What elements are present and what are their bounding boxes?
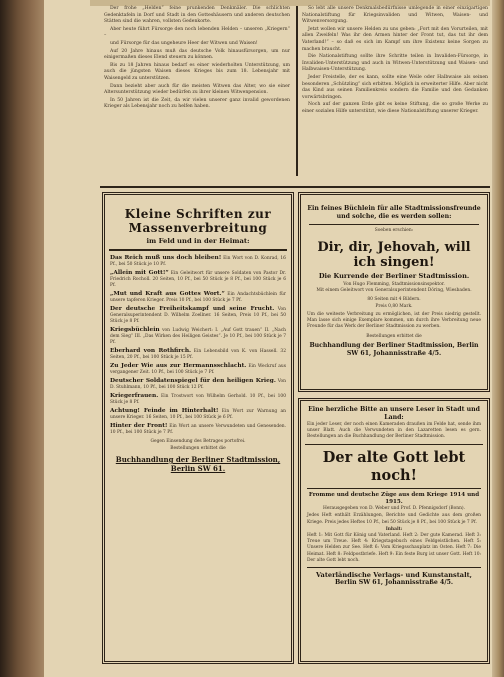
- pamphlet-item: [110, 291, 286, 304]
- songbook-header: Ein feines Büchlein für alle Stadtmissionsfreunde: [307, 205, 481, 212]
- songbook-intro: Mit einem Geleitwort von Generalsuperintendent Döring, Wiesbaden.: [316, 288, 472, 294]
- old-god-desc: Jedes Heft enthält Erzählungen, Berichte und Gedichte aus dem großen Kriege. Preis jedes Heftes 10 Pf., bei 50 Stück je 8 Pf., bei 100 Stück je 7 Pf.: [307, 513, 481, 525]
- pamphlet-item: [110, 363, 286, 376]
- column-divider: [296, 6, 298, 176]
- songbook-pages: 80 Seiten mit 4 Bildern.: [367, 296, 421, 302]
- right-paragraph: Jeder Freistelle, der es kann, sollte eine Weile oder Halbwaise als seinen besonderen „Schützling“ sich erbitten. Möglich in erweiterter Hilfe. Aber nicht das Kind aus seinen Familienkreis sondern die Familie und den Gedanken vorwärtsbringen.: [302, 74, 488, 100]
- left-paragraph: und Fürsorge für das ungeheure Heer der Witwen und Waisen!: [110, 40, 258, 46]
- publisher-line-1: Vaterländische Verlags- und Kunstanstalt,: [316, 570, 472, 579]
- left-paragraph: Aber heute führt Fürsorge den noch lebenden Helden – unseren „Kriegern“ –: [104, 26, 290, 39]
- pamphlet-item: [110, 348, 286, 361]
- page-edge: [492, 0, 504, 677]
- left-paragraph: Der frohe „Helden“ feine prunkenden Denkmäler. Die schlichten Gedenktafeln in Dorf und Stadt in den Gotteshäusern und anderen deutschen Stätten sind die wahren, vollsten Gedenkorte.: [104, 6, 290, 25]
- box-rule: [309, 224, 479, 225]
- pamphlet-item: [110, 255, 286, 268]
- pamphlet-title: Eberhard von Rothfirch.: [110, 347, 192, 354]
- songbook-author: Von Hugo Flemming, Stadtmissionsinspektor.: [343, 282, 445, 288]
- order-line: Bestellungen erbittet die: [170, 445, 226, 451]
- pamphlet-item: [110, 393, 286, 406]
- box-rule: [307, 488, 481, 489]
- right-paragraph: So lebt alle unsere Denkmalsbedürfnisse umlegende in einer einzigartigen Nationalstiftung für Kriegsinvaliden und Witwen, Waisen- und Witwenversorgung.: [302, 6, 488, 25]
- pamphlet-text: Von D. Stuhlmann, 10 Pf., bei 100 Stück 12 Pf.: [110, 378, 286, 390]
- publisher-line-2: Berlin SW 61, Johannisstraße 4/5.: [334, 578, 454, 586]
- old-god-subtitle: Fromme und deutsche Züge aus dem Kriege 1914 und 1915.: [308, 492, 480, 506]
- songbook-appeal: Um die weiteste Verbreitung zu ermöglichen, ist der Preis niedrig gestellt. Man lasse sich einige Exemplare kommen, um durch ihre Verbreitung neue Freunde für das Werk der Berliner Stadtmission zu werben.: [307, 312, 481, 330]
- pamphlet-title: Zu Jeder Wie aus zur Hermannsschlacht.: [110, 362, 247, 369]
- pamphlet-title: Achtung! Feinde im Hinterhalt!: [110, 407, 219, 414]
- pamphlet-item: [110, 306, 286, 325]
- right-article-column: [302, 6, 488, 117]
- pamphlets-ad-box: [102, 192, 294, 664]
- songbook-publisher: Buchhandlung der Berliner Stadtmission, Berlin SW 61, Johannisstraße 4/5.: [309, 341, 479, 357]
- pamphlet-title: Der deutsche Freiheitskampf und seine Frucht.: [110, 305, 275, 312]
- pamphlet-text: Ein Wort zur Warnung an unsere Krieger. 16 Seiten, 10 Pf., bei 100 Stück je 6 Pf.: [110, 408, 286, 420]
- pamphlet-text: Ein Lebensbild von K. von Hassell. 32 Seiten, 20 Pf., bei 100 Stück je 15 Pf.: [110, 348, 286, 360]
- pamphlet-item: [110, 408, 286, 421]
- contents-title: Inhalt:: [385, 526, 403, 532]
- box-rule: [109, 249, 287, 251]
- pamphlet-text: Ein Andachtsbüchlein für unsere tapferen Krieger. Preis 10 Pf., bei 100 Stück je 7 Pf.: [110, 291, 286, 303]
- pamphlet-item: [110, 423, 286, 436]
- left-paragraph: Dann bezieht aber auch für die meisten Witwen das Alter, wo sie einer Altersunterstützung wieder bedürfen zu ihrer kleinen Witwenpension.: [104, 83, 290, 96]
- pamphlet-title: „Allein mit Gott!“: [110, 269, 169, 276]
- left-paragraph: Auf 20 Jahre hinaus muß das deutsche Volk hinausfürsorgen, um nur einigermaßen dieses Elend steuern zu können.: [104, 48, 290, 61]
- pamphlets-header: Kleine Schriften zur Massenverbreitung: [124, 207, 272, 235]
- pamphlet-title: Das Reich muß uns doch bleiben!: [110, 254, 222, 261]
- left-article-column: [104, 6, 290, 112]
- contents-list: Heft 1: Mit Gott für König und Vaterland. Heft 2: Der gute Kamerad. Heft 3: Treue um Treue. Heft 4: Kriegstagebuch eines Feldgeistlichen. Heft 5: Unsere Helden zur See. Heft 6: Vom Kriegsschauplatz im Osten. Heft 7: Die Heimat. Heft 8: Feldpostbriefe. Heft 9: Ein feste Burg ist unser Gott. Heft 10: Der alte Gott lebt noch.: [307, 532, 481, 563]
- left-paragraph: In 50 Jahren ist die Zeit, da wir vielen unserer ganz invalid gewordenen Krieger als Lebensjahr noch zu helfen haben.: [104, 97, 290, 110]
- right-paragraph: Jetzt wollen wir unsere Helden zu uns geben: „Fort mit den Vorurteilen, mit allen Zweifeln! Was ihr den Armen hinter der Front tut, das tut ihr dem Vaterland!“ – so daß es sich im Kampf um ihre Existenz keine Sorgen zu machen braucht.: [302, 26, 488, 52]
- songbook-order: Bestellungen erbittet die: [366, 333, 422, 339]
- old-god-title: Der alte Gott lebt noch!: [322, 449, 466, 485]
- pamphlet-text: Von Generalsuperintendent D. Wilhelm Zoellner. 16 Seiten, Preis 10 Pf., bei 50 Stück je 8 Pf.: [110, 306, 286, 324]
- pamphlet-item: [110, 378, 286, 391]
- pamphlet-title: Kriegerfrauen.: [110, 392, 159, 399]
- pamphlet-text: Ein Weckruf aus vergangener Zeit. 10 Pf., bei 100 Stück je 7 Pf.: [110, 363, 286, 375]
- pamphlet-text: Ein Wort an unsere Verwundeten und Genesenden. 10 Pf., bei 100 Stück je 7 Pf.: [110, 423, 286, 435]
- plea-text: Ein jeder Leser, der noch einen Kameraden draußen im Felde hat, sende ihm unser Blatt. Auch die Verwundeten in den Lazaretten lesen es gern. Bestellungen an die Buchhandlung der Berliner Stadtmission.: [307, 422, 481, 440]
- pamphlet-item: [110, 327, 286, 346]
- plea-header: Eine herzliche Bitte an unsere Leser in Stadt und Land:: [308, 406, 480, 421]
- box-rule: [305, 444, 483, 446]
- right-paragraph: Die Nationalstiftung sollte ihre Schritte teilen in Invaliden-Fürsorge, in Invaliden-Unterstützung und auch in Witwen-Unterstützung und Waisen- und Halbwaisen-Unterstützung.: [302, 54, 488, 73]
- songbook-header-2: und solche, die es werden sollen:: [336, 213, 452, 220]
- pamphlet-item: [110, 270, 286, 289]
- section-rule: [100, 186, 490, 188]
- pamphlet-text: von Ludwig Weichert: I. „Auf Gott trauen“ II. „Nach dem Sieg“ III. „Das Wirken des Heiligen Geistes“. Je 10 Pf., bei 100 Stück je 7 Pf.: [110, 327, 286, 345]
- left-paragraph: Bis zu 18 Jahren hinaus bedarf es einer wiederholten Unterstützung, um auch die jüngsten Waisen dieses Krieges bis zum 18. Lebensjahr mit Waisengeld zu unterstützen.: [104, 62, 290, 81]
- pamphlet-title: Hinter der Front!: [110, 422, 168, 429]
- songbook-subtitle: Soeben erschien:: [374, 228, 414, 233]
- box-rule: [307, 567, 481, 568]
- footer-note: Gegen Einsendung des Betrages portofrei.: [150, 438, 246, 444]
- songbook-title: Dir, dir, Jehovah, will ich singen!: [317, 240, 471, 271]
- songbook-ad-box: [298, 192, 490, 392]
- pamphlet-list: [105, 255, 291, 436]
- pamphlet-title: Kriegsbüchlein: [110, 326, 160, 333]
- pamphlet-title: Deutscher Soldatenspiegel für den heiligen Krieg.: [110, 377, 276, 384]
- pamphlet-text: Ein Wort von D. Konrad, 16 Pf., bei 50 Stück je 10 Pf.: [110, 255, 286, 267]
- book-binding: [0, 0, 44, 677]
- pamphlet-text: Ein Trostwort von Wilhelm Gerhold. 10 Pf., bei 100 Stück je 8 Pf.: [110, 393, 286, 405]
- songbook-subtitle-main: Die Kurrende der Berliner Stadtmission.: [318, 272, 470, 281]
- pamphlet-text: Ein Geleitwort für unsere Soldaten von Pastor Dr. Friedrich Rocholl. 20 Seiten, 10 Pf., bei 50 Stück je 8 Pf., bei 100 Stück je 6 Pf.: [110, 270, 286, 288]
- pamphlet-title: „Mut und Kraft aus Gottes Wort.“: [110, 290, 225, 297]
- pamphlets-subheader: im Feld und in der Heimat:: [146, 237, 250, 245]
- songbook-price: Preis 0,80 Mark.: [375, 303, 413, 309]
- old-god-ad-box: [298, 398, 490, 664]
- publisher-line: Buchhandlung der Berliner Stadtmission, Berlin SW 61.: [115, 454, 281, 473]
- right-paragraph: Noch auf der ganzen Erde gibt es keine Stiftung, die so große Werke zu einer sozialen Hilfe unterstützt, wie diese Nationalstiftung unserer Krieger.: [302, 102, 488, 114]
- old-god-editor: Herausgegeben von D. Weber und Prof. D. Pfennigsdorf (Bonn).: [322, 506, 466, 512]
